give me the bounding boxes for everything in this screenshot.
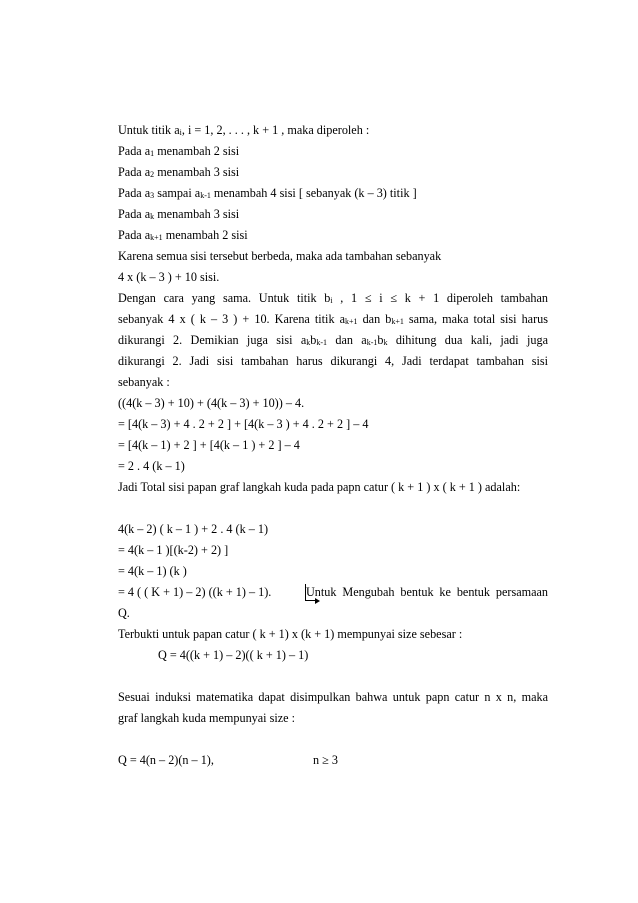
text-line: Pada ak+1 menambah 2 sisi xyxy=(118,228,248,242)
document-body xyxy=(118,120,548,771)
equation-line: = [4(k – 3) + 4 . 2 + 2 ] + [4(k – 3 ) + 4 . 2 + 2 ] – 4 xyxy=(118,417,369,431)
equation-line-with-note xyxy=(118,582,548,603)
equation-line: = 4(k – 1) (k ) xyxy=(118,564,187,578)
text-line: graf langkah kuda mempunyai size : xyxy=(118,711,295,725)
equation-line: = 4(k – 1 )[(k-2) + 2) ] xyxy=(118,543,229,557)
text-line: Pada a3 sampai ak-1 menambah 4 sisi [ sebanyak (k – 3) titik ] xyxy=(118,186,417,200)
equation-line: 4(k – 2) ( k – 1 ) + 2 . 4 (k – 1) xyxy=(118,522,269,536)
equation-line: ((4(k – 3) + 10) + (4(k – 3) + 10)) – 4. xyxy=(118,396,305,410)
text-line: Dengan cara yang sama. Untuk titik bi , 1 ≤ i ≤ k + 1 diperoleh tambahan xyxy=(118,291,548,305)
text-line: Sesuai induksi matematika dapat disimpulkan bahwa untuk papn catur n x n, maka xyxy=(118,690,548,704)
equation-line: = 2 . 4 (k – 1) xyxy=(118,459,185,473)
text-line: dikurangi 2. Jadi sisi tambahan harus dikurangi 4, Jadi terdapat tambahan sisi xyxy=(118,354,548,368)
text-line: sebanyak 4 x ( k – 3 ) + 10. Karena titik ak+1 dan bk+1 sama, maka total sisi harus xyxy=(118,312,548,326)
blank-line xyxy=(118,729,548,750)
equation-line: Q = 4((k + 1) – 2)(( k + 1) – 1) xyxy=(158,648,309,662)
text-line: Q. xyxy=(118,606,130,620)
text-line: Jadi Total sisi papan graf langkah kuda pada papn catur ( k + 1 ) x ( k + 1 ) adalah: xyxy=(118,480,521,494)
text-line: sebanyak : xyxy=(118,375,170,389)
text-line: Karena semua sisi tersebut berbeda, maka ada tambahan sebanyak xyxy=(118,249,442,263)
formula-text: Q = 4(n – 2)(n – 1), xyxy=(118,753,214,767)
text-line: 4 x (k – 3 ) + 10 sisi. xyxy=(118,270,220,284)
formula-condition: n ≥ 3 xyxy=(313,753,338,767)
text-line: Pada a1 menambah 2 sisi xyxy=(118,144,240,158)
equation-text: = 4 ( ( K + 1) – 2) ((k + 1) – 1). xyxy=(118,585,272,599)
text-line: dikurangi 2. Demikian juga sisi akbk-1 dan ak-1bk dihitung dua kali, jadi juga xyxy=(118,333,548,347)
text-line: Untuk titik ai, i = 1, 2, . . . , k + 1 , maka diperoleh : xyxy=(118,123,370,137)
equation-line: = [4(k – 1) + 2 ] + [4(k – 1 ) + 2 ] – 4 xyxy=(118,438,300,452)
final-formula xyxy=(118,750,548,771)
text-line: Terbukti untuk papan catur ( k + 1) x (k + 1) mempunyai size sebesar : xyxy=(118,627,463,641)
blank-line xyxy=(118,666,548,687)
blank-line xyxy=(118,498,548,519)
text-line: Pada a2 menambah 3 sisi xyxy=(118,165,240,179)
text-line: Pada ak menambah 3 sisi xyxy=(118,207,240,221)
annotation-note: Untuk Mengubah bentuk ke bentuk persamaan xyxy=(306,585,548,599)
